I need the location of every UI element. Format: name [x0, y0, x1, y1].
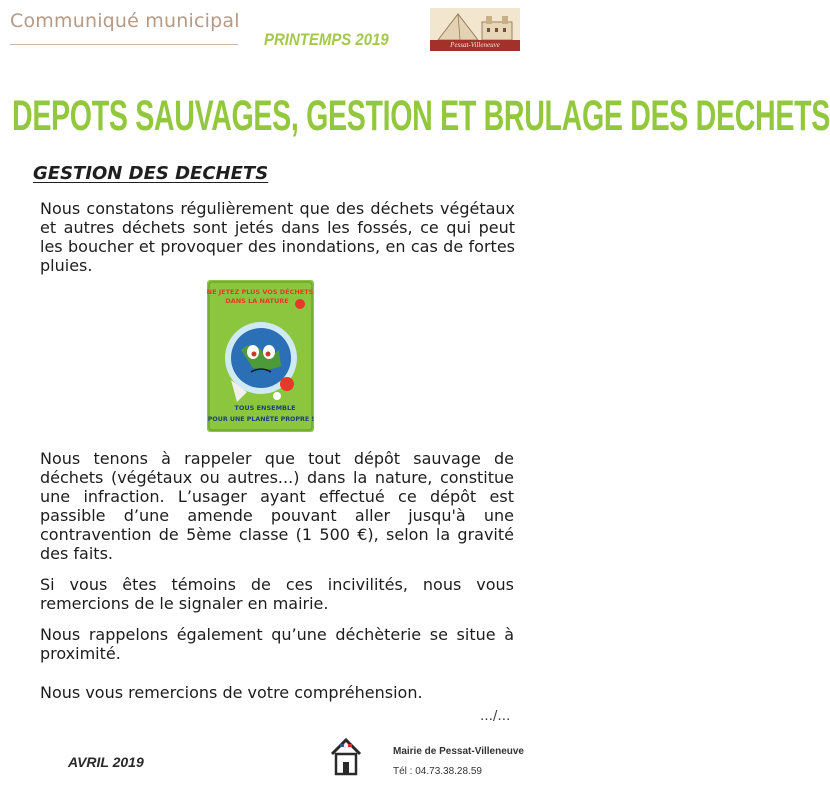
paragraph-infraction: Nous tenons à rappeler que tout dépôt sauvage de déchets (végétaux ou autres...) dans la nature, constitue une infraction. L’usager ayant effectué ce dépôt est passible d’une amende pouvant aller jusqu'à une contravention de 5ème classe (1 500 €), selon la gravité des faits.	[40, 449, 514, 563]
poster-bottom-text-2: POUR UNE PLANÈTE PROPRE !	[207, 416, 315, 423]
paragraph-temoins: Si vous êtes témoins de ces incivilités, nous vous remercions de le signaler en mairie.	[40, 575, 514, 613]
paragraph-dechets-fosses: Nous constatons régulièrement que des déchets végétaux et autres déchets sont jetés dans les fossés, ce qui peut les boucher et provoquer des inondations, en cas de fortes pluies.	[40, 199, 515, 275]
header-divider	[10, 44, 238, 45]
mairie-phone: Tél : 04.73.38.28.59	[393, 766, 482, 777]
poster-image	[207, 280, 314, 432]
mairie-name: Mairie de Pessat-Villeneuve	[393, 746, 524, 757]
poster-top-text-1: NE JETEZ PLUS VOS DÉCHETS	[206, 288, 314, 296]
footer-date: AVRIL 2019	[68, 754, 144, 770]
page-title: DEPOTS SAUVAGES, GESTION ET BRULAGE DES DECHETS	[12, 92, 830, 140]
communique-label: Communiqué municipal	[10, 10, 240, 32]
continuation-mark: …/…	[480, 709, 511, 724]
paragraph-decheterie: Nous rappelons également qu’une déchèterie se situe à proximité.	[40, 625, 514, 663]
season-label: PRINTEMPS 2019	[264, 30, 389, 49]
poster-bottom-text-1: TOUS ENSEMBLE	[234, 404, 296, 412]
poster-top-text-2: DANS LA NATURE	[225, 297, 289, 305]
paragraph-remerciements: Nous vous remercions de votre compréhension.	[40, 683, 423, 702]
section-title: GESTION DES DECHETS	[33, 163, 269, 184]
logo-caption: Pessat-Villeneuve	[430, 40, 520, 51]
town-hall-icon	[329, 736, 363, 776]
